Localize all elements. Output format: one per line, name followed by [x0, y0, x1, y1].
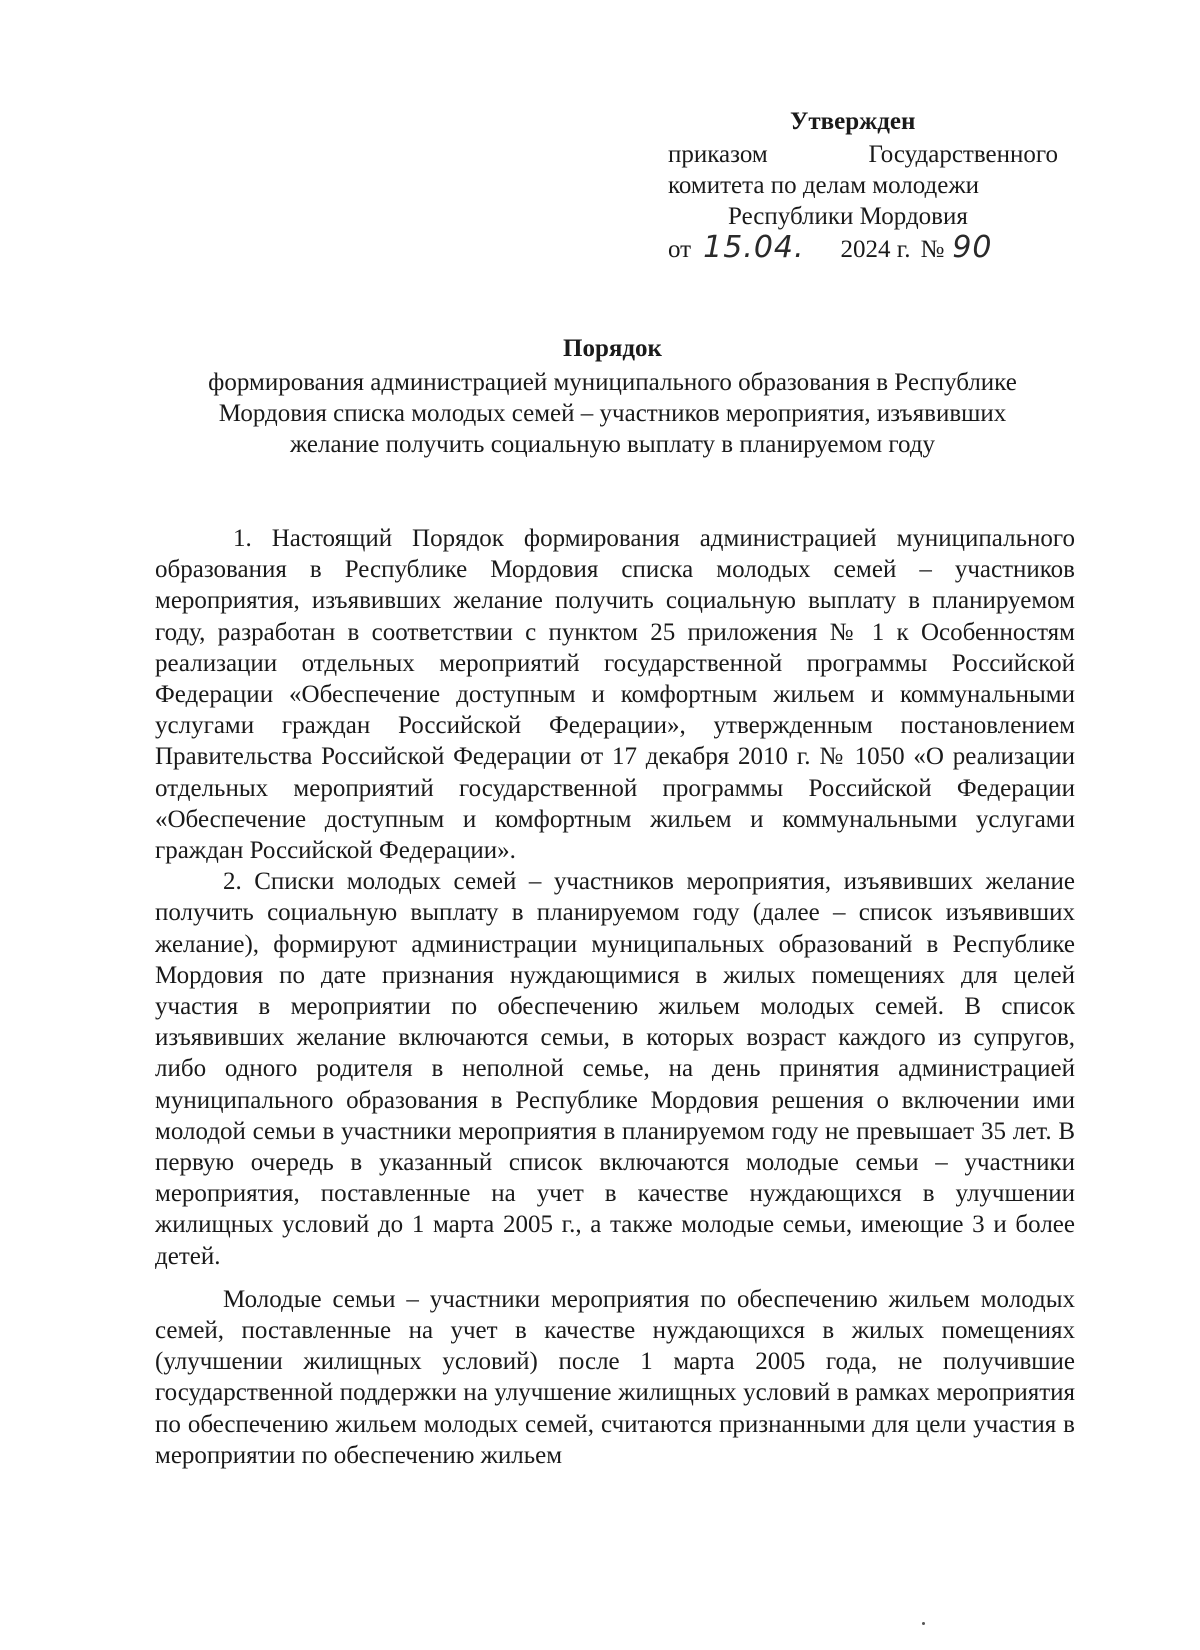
date-year: 2024 г. — [840, 236, 911, 263]
subtitle-line: формирования администрацией муниципального образования в Республике — [208, 369, 1017, 396]
subtitle-line: Мордовия списка молодых семей – участников мероприятия, изъявивших — [218, 400, 1007, 427]
approval-block — [668, 106, 1058, 265]
handwritten-date: 15.04. — [703, 230, 805, 265]
approval-committee: комитета по делам молодежи — [668, 172, 979, 199]
paragraph-3: Молодые семьи – участники мероприятия по обеспечению жильем молодых семей, поставленные на учет в качестве нуждающихся в жилых помещениях (улучшении жилищных условий) после 1 марта 2005 года, не получившие государственной поддержки на улучшение жилищных условий в рамках мероприятия по обеспечению жильем молодых семей, считаются признанными для цели участия в мероприятии по обеспечению жильем — [155, 1285, 1075, 1469]
approval-order-word: приказом — [668, 141, 768, 168]
paragraph-1: 1. Настоящий Порядок формирования администрацией муниципального образования в Республике Мордовия списка молодых семей – участников мероприятия, изъявивших желание получить социальную выплату в планируемом году, разработан в соответствии с пунктом 25 приложения № 1 к Особенностям реализации отдельных мероприятий государственной программы Российской Федерации «Обеспечение доступным и комфортным жильем и коммунальными услугами граждан Российской Федерации», утвержденным постановлением Правительства Российской Федерации от 17 декабря 2010 г. № 1050 «О реализации отдельных мероприятий государственной программы Российской Федерации «Обеспечение доступным и комфортным жильем и коммунальными услугами граждан Российской Федерации». — [155, 525, 1075, 865]
handwritten-number: 90 — [952, 230, 993, 265]
document-heading: Порядок — [563, 335, 662, 362]
document-body — [155, 523, 1075, 1471]
approval-republic: Республики Мордовия — [728, 203, 968, 230]
approval-title: Утвержден — [790, 108, 916, 135]
approval-state-word: Государственного — [868, 141, 1058, 168]
paragraph-2: 2. Списки молодых семей – участников мероприятия, изъявивших желание получить социальную выплату в планируемом году (далее – список изъявивших желание), формируют администрации муниципальных образований в Республике Мордовия по дате признания нуждающимися в жилых помещениях для целей участия в мероприятии по обеспечению жильем молодых семей. В список изъявивших желание включаются семьи, в которых возраст каждого из супругов, либо одного родителя в неполной семье, на день принятия администрацией муниципального образования в Республике Мордовия решения о включении ими молодой семьи в участники мероприятия в планируемом году не превышает 35 лет. В первую очередь в указанный список включаются молодые семьи – участники мероприятия, поставленные на учет в качестве нуждающихся в улучшении жилищных условий до 1 марта 2005 г., а также молодые семьи, имеющие 3 и более детей. — [155, 868, 1075, 1270]
subtitle-line: желание получить социальную выплату в планируемом году — [289, 431, 936, 458]
number-sign: № — [920, 236, 945, 263]
approval-line-order — [668, 139, 1058, 170]
approval-date-line — [668, 232, 1058, 265]
page-speck — [922, 1622, 925, 1625]
document-title — [150, 333, 1075, 460]
date-prefix: от — [668, 236, 692, 263]
